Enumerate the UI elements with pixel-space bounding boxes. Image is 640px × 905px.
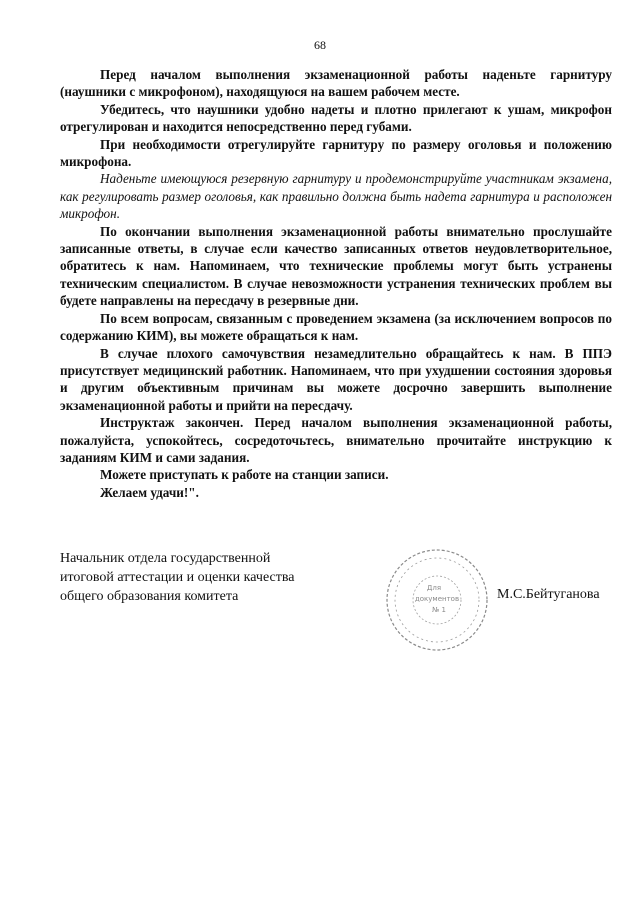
- signature-title-line: общего образования комитета: [60, 589, 239, 604]
- page-number: 68: [314, 38, 326, 52]
- stamp-text: документов: [414, 595, 460, 603]
- signature-title: [60, 549, 294, 606]
- paragraph-adjust-headset: При необходимости отрегулируйте гарнитуру по размеру оголовья и положению микрофона.: [60, 136, 612, 170]
- paragraph-demonstrate-instruction: Наденьте имеющуюся резервную гарнитуру и продемонстрируйте участникам экзамена, как регулировать размер оголовья, как правильно должна быть надета гарнитура и расположен микрофон.: [60, 171, 612, 222]
- paragraph-briefing-finished: Инструктаж закончен. Перед началом выполнения экзаменационной работы, пожалуйста, успокойтесь, сосредоточьтесь, внимательно прочитайте инструкцию к заданиям КИМ и сами задания.: [60, 415, 612, 465]
- official-stamp: [382, 545, 492, 655]
- paragraph-listen-answers: По окончании выполнения экзаменационной работы внимательно прослушайте записанные ответы, в случае если качество записанных ответов неудовлетворительное, обратитесь к нам. Напоминаем, что технические проблемы могут быть устранены техническим специалистом. В случае невозможности устранения технических проблем вы будете направлены на пересдачу в резервные дни.: [60, 223, 612, 309]
- signer-name: М.С.Бейтуганова: [497, 587, 600, 602]
- paragraph-start-work: Можете приступать к работе на станции записи.: [100, 467, 389, 483]
- paragraph-check-headphones: Убедитесь, что наушники удобно надеты и плотно прилегают к ушам, микрофон отрегулирован и находится непосредственно перед губами.: [60, 101, 612, 135]
- paragraph-questions: По всем вопросам, связанным с проведением экзамена (за исключением вопросов по содержанию КИМ), вы можете обращаться к нам.: [60, 310, 612, 344]
- signature-title-line: итоговой аттестации и оценки качества: [60, 570, 295, 585]
- stamp-text: № 1: [432, 606, 446, 614]
- paragraph-headset: Перед началом выполнения экзаменационной работы наденьте гарнитуру (наушники с микрофоном), находящуюся на вашем рабочем месте.: [60, 67, 612, 100]
- stamp-text: Для: [426, 584, 442, 592]
- paragraph-good-luck: Желаем удачи!".: [100, 484, 199, 500]
- signature-title-line: Начальник отдела государственной: [60, 551, 271, 566]
- paragraph-health: В случае плохого самочувствия незамедлительно обращайтесь к нам. В ППЭ присутствует медицинский работник. Напоминаем, что при ухудшении состояния здоровья и другим объективным причинам вы можете досрочно завершить выполнение экзаменационной работы и прийти на пересдачу.: [60, 345, 612, 413]
- document-body: [60, 66, 612, 501]
